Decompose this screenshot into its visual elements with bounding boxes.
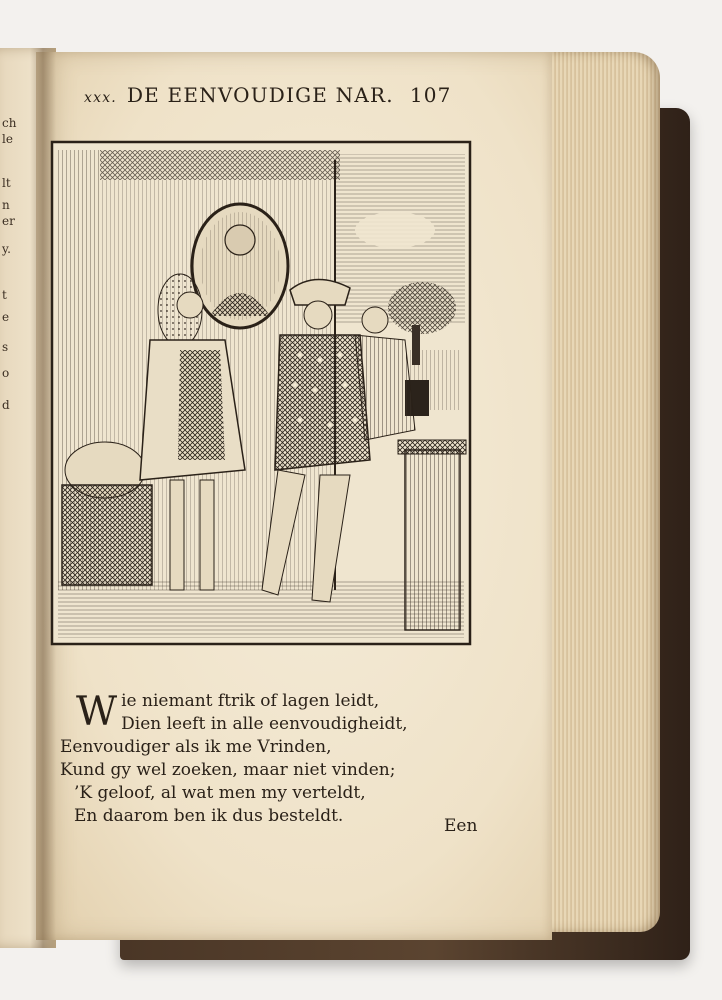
- chapter-number: xxx.: [84, 90, 117, 106]
- left-page-text: t: [2, 288, 7, 302]
- left-page-text: o: [2, 366, 10, 380]
- left-page-text: e: [2, 310, 10, 324]
- left-page-text: ch: [2, 116, 17, 130]
- drop-cap: W: [76, 689, 118, 735]
- running-head: [84, 83, 484, 107]
- left-page-text: y.: [2, 242, 11, 256]
- left-page-text: le: [2, 132, 13, 146]
- verse-line: Dien leeft in alle eenvoudigheidt,: [121, 714, 408, 734]
- verse-block: [60, 690, 480, 828]
- verse-line: Kund gy wel zoeken, maar niet vinden;: [60, 760, 396, 780]
- left-page-text: er: [2, 214, 15, 228]
- verse-line: En daarom ben ik dus besteldt.: [74, 806, 344, 826]
- verse-line: Eenvoudiger als ik me Vrinden,: [60, 737, 332, 757]
- page-block-edges: [540, 52, 660, 932]
- left-page-text: d: [2, 398, 10, 412]
- catchword: Een: [444, 816, 478, 836]
- verse-line: ie niemant ftrik of lagen leidt,: [121, 691, 380, 711]
- engraving-illustration-icon: [50, 140, 472, 646]
- page-number: 107: [409, 83, 452, 107]
- left-page-text: n: [2, 198, 10, 212]
- verse-line: ’K geloof, al wat men my verteldt,: [74, 783, 366, 803]
- page-title: DE EENVOUDIGE NAR.: [126, 83, 394, 107]
- left-page-text: lt: [2, 176, 11, 190]
- left-page-text: s: [2, 340, 9, 354]
